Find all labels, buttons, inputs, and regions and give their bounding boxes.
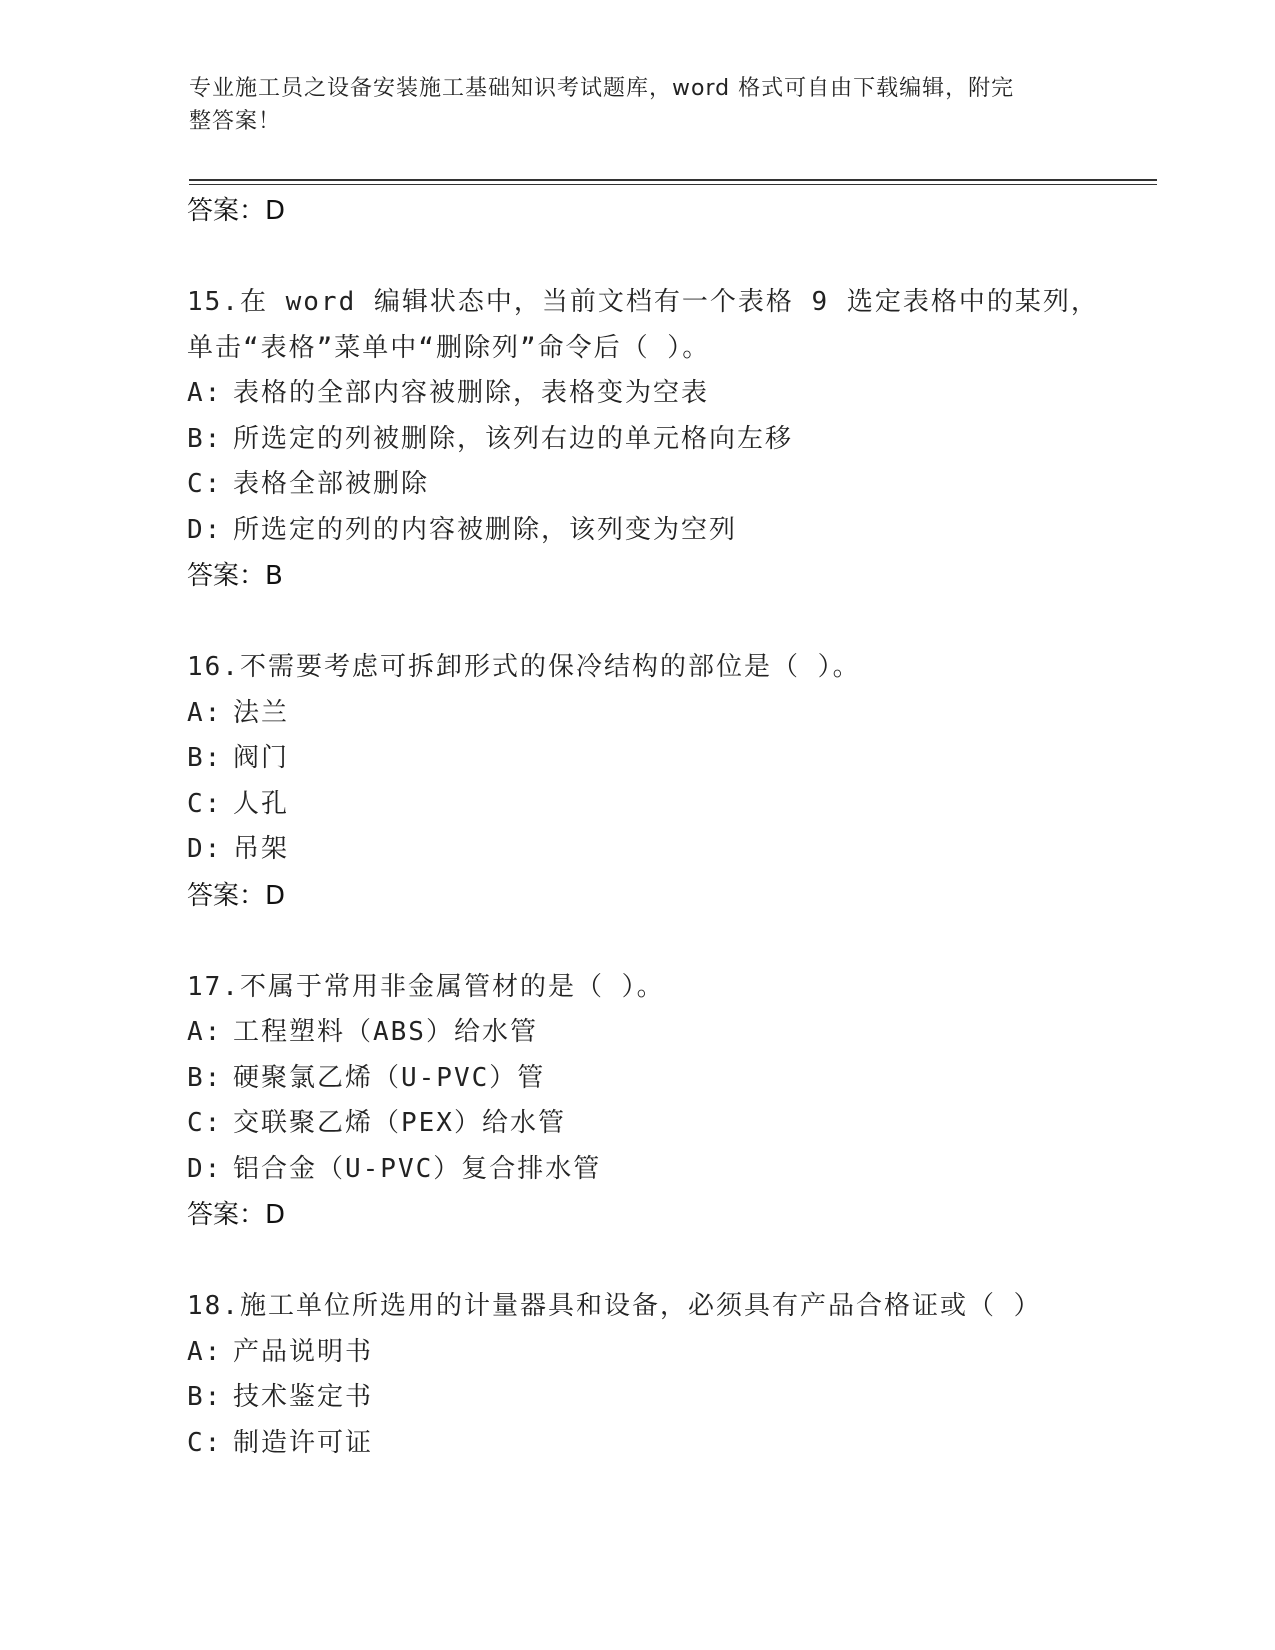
option-letter: B: — [187, 1062, 223, 1093]
option-text: 法兰 — [233, 697, 290, 728]
option-c — [187, 782, 1147, 828]
option-text: 阀门 — [233, 743, 290, 773]
option-text: 制造许可证 — [233, 1427, 374, 1458]
option-text: 产品说明书 — [233, 1336, 374, 1367]
option-letter: D: — [187, 514, 223, 545]
option-a — [187, 691, 1147, 737]
option-a — [187, 371, 1147, 417]
question-stem-line: 15.在 word 编辑状态中，当前文档有一个表格 9 选定表格中的某列， — [187, 287, 1099, 317]
option-text: 技术鉴定书 — [233, 1382, 374, 1412]
option-letter: A: — [187, 378, 223, 408]
option-letter: C: — [187, 1427, 223, 1458]
question-stem — [187, 1284, 1147, 1330]
option-letter: A: — [187, 1336, 223, 1367]
question-block — [187, 280, 1147, 599]
option-c — [187, 1421, 1147, 1467]
option-letter: C: — [187, 469, 223, 499]
header-rule-thick — [189, 179, 1157, 181]
option-c — [187, 462, 1147, 508]
question-list — [187, 188, 1147, 1466]
option-letter: B: — [187, 423, 223, 454]
option-letter: D: — [187, 1153, 223, 1184]
option-b — [187, 1056, 1147, 1102]
option-b — [187, 417, 1147, 463]
question-stem-line: 18.施工单位所选用的计量器具和设备，必须具有产品合格证或（ ） — [187, 1291, 1042, 1321]
option-letter: A: — [187, 697, 223, 728]
option-text: 所选定的列被删除，该列右边的单元格向左移 — [233, 423, 794, 454]
question-stem — [187, 645, 1147, 691]
option-letter: A: — [187, 1017, 223, 1047]
question-block — [187, 645, 1147, 919]
option-d — [187, 508, 1147, 554]
option-letter: B: — [187, 1382, 223, 1412]
option-text: 所选定的列的内容被删除，该列变为空列 — [233, 514, 738, 545]
question-stem-line: 16.不需要考虑可拆卸形式的保冷结构的部位是（ ）。 — [187, 652, 861, 682]
option-text: 表格的全部内容被删除，表格变为空表 — [233, 378, 710, 408]
option-b — [187, 736, 1147, 782]
answer-line: 答案：B — [187, 561, 283, 591]
document-header — [189, 72, 1069, 138]
option-d — [187, 827, 1147, 873]
option-c — [187, 1101, 1147, 1147]
option-a — [187, 1010, 1147, 1056]
answer-line: 答案：D — [187, 880, 286, 911]
option-letter: C: — [187, 1108, 223, 1138]
answer-line: 答案：D — [187, 1200, 286, 1230]
header-line-2: 整答案！ — [189, 109, 282, 134]
question-stem-line: 单击“表格”菜单中“删除列”命令后（ ）。 — [187, 332, 711, 363]
option-text: 人孔 — [233, 788, 290, 819]
option-text: 吊架 — [233, 834, 290, 864]
header-rule-thin — [189, 184, 1157, 185]
answer-line: 答案：D — [187, 196, 286, 226]
question-stem — [187, 965, 1147, 1011]
header-line-1: 专业施工员之设备安装施工基础知识考试题库，word 格式可自由下载编辑，附完 — [189, 76, 1015, 101]
option-d — [187, 1147, 1147, 1193]
option-a — [187, 1330, 1147, 1376]
option-text: 工程塑料（ABS）给水管 — [233, 1017, 538, 1047]
option-b — [187, 1375, 1147, 1421]
option-letter: D: — [187, 834, 223, 864]
option-text: 硬聚氯乙烯（U-PVC）管 — [233, 1062, 546, 1093]
question-stem-line: 17.不属于常用非金属管材的是（ ）。 — [187, 971, 665, 1002]
question-block — [187, 1284, 1147, 1466]
option-text: 表格全部被删除 — [233, 469, 430, 499]
option-letter: B: — [187, 743, 223, 773]
option-letter: C: — [187, 788, 223, 819]
question-block — [187, 965, 1147, 1239]
option-text: 交联聚乙烯（PEX）给水管 — [233, 1108, 566, 1138]
question-stem — [187, 280, 1147, 371]
option-text: 铝合金（U-PVC）复合排水管 — [233, 1153, 602, 1184]
